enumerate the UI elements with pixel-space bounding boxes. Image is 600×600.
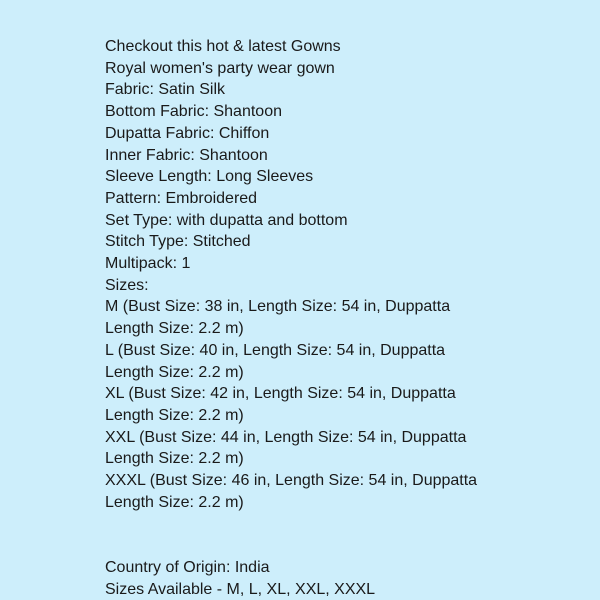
dupatta-fabric: Dupatta Fabric: Chiffon [105,124,270,142]
size-detail: XL (Bust Size: 42 in, Length Size: 54 in, Duppatta [105,385,456,403]
sizes-available: Sizes Available - M, L, XL, XXL, XXXL [105,580,376,598]
size-detail: XXL (Bust Size: 44 in, Length Size: 54 in, Duppatta [105,428,467,446]
size-entry-xxxl [105,470,585,513]
pattern: Pattern: Embroidered [105,189,258,207]
size-detail-continued: Length Size: 2.2 m) [105,320,244,338]
product-description [105,36,585,600]
size-detail-continued: Length Size: 2.2 m) [105,363,244,381]
set-type: Set Type: with dupatta and bottom [105,211,348,229]
product-title: Royal women's party wear gown [105,59,335,77]
inner-fabric: Inner Fabric: Shantoon [105,146,268,164]
sleeve-length: Sleeve Length: Long Sleeves [105,168,314,186]
sizes-heading: Sizes: [105,276,149,294]
fabric: Fabric: Satin Silk [105,81,226,99]
size-entry-m [105,296,585,339]
multipack: Multipack: 1 [105,255,191,273]
size-entry-l [105,340,585,383]
size-detail-continued: Length Size: 2.2 m) [105,450,244,468]
bottom-fabric: Bottom Fabric: Shantoon [105,103,282,121]
size-entry-xxl [105,427,585,470]
size-entry-xl [105,383,585,426]
size-detail: M (Bust Size: 38 in, Length Size: 54 in, Duppatta [105,298,451,316]
size-detail: L (Bust Size: 40 in, Length Size: 54 in, Duppatta [105,341,446,359]
size-detail-continued: Length Size: 2.2 m) [105,493,244,511]
country-of-origin: Country of Origin: India [105,558,270,576]
size-detail-continued: Length Size: 2.2 m) [105,406,244,424]
spacer [105,513,585,556]
headline: Checkout this hot & latest Gowns [105,38,341,55]
stitch-type: Stitch Type: Stitched [105,233,251,251]
size-detail: XXXL (Bust Size: 46 in, Length Size: 54 in, Duppatta [105,472,478,490]
